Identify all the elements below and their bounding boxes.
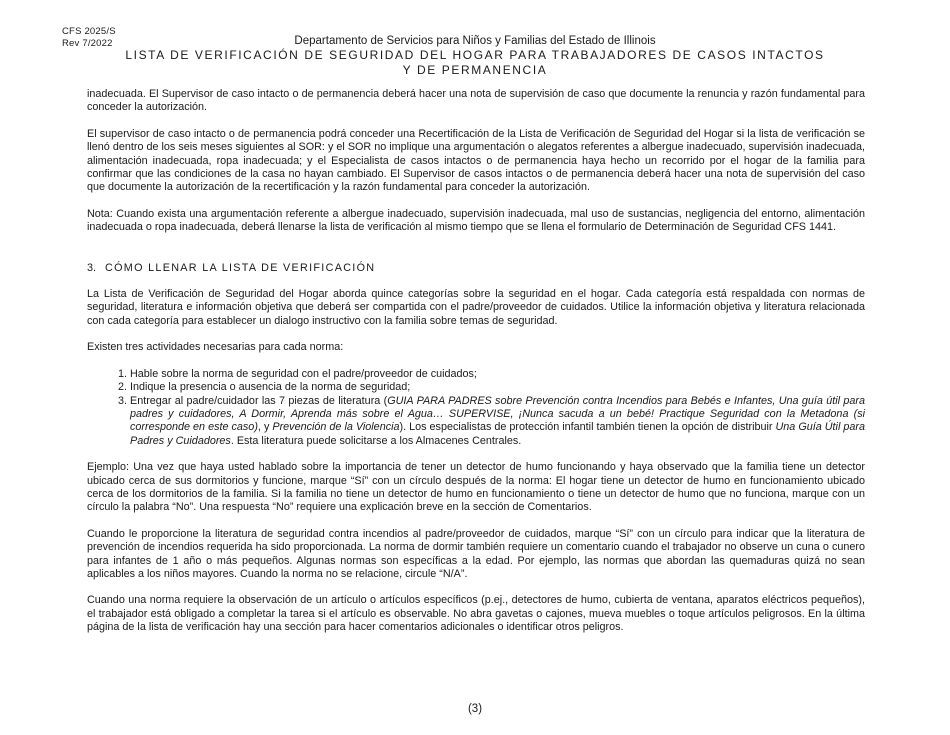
section-heading [87,262,865,275]
paragraph-note: Nota: Cuando exista una argumentación referente a albergue inadecuado, supervisión inadecuada, mal uso de sustancias, negligencia del entorno, alimentación inadecuada o ropa inadecuada, deberá llenarse la lista de verificación al mismo tiempo que se llena el formulario de Determinación de Seguridad CFS 1441. [87,207,865,234]
list-item: 3. Entregar al padre/cuidador las 7 piezas de literatura (GUIA PARA PADRES sobre Prevención contra Incendios para Bebés e Infantes, Una guía útil para padres y cuidadores, A Dormir, Aprenda más sobre el Agua… SUPERVISE, ¡Nunca sacuda a un bebé! Practique Seguridad con la Metadona (si corresponde en este caso), y Prevención de la Violencia). Los especialistas de protección infantil también tienen la opción de distribuir Una Guía Útil para Padres y Cuidadores. Esta literatura puede solicitarse a los Almacenes Centrales. [130,395,865,449]
title-line-2: Y DE PERMANENCIA [402,63,548,77]
literature-title-violence: Prevención de la Violencia [272,421,400,434]
form-id: CFS 2025/S [62,26,116,37]
activities-intro: Existen tres actividades necesarias para cada norma: [87,341,344,354]
section-title: CÓMO LLENAR LA LISTA DE VERIFICACIÓN [105,261,376,274]
paragraph-intro: La Lista de Verificación de Seguridad del Hogar aborda quince categorías sobre la seguridad en el hogar. Cada categoría está respaldada con normas de seguridad, literatura e información objetiva que deberá ser compartida con el padre/proveedor de cuidados. Utilice la información objetiva y literatura relacionada con cada categoría para establecer un dialogo instructivo con la familia sobre temas de seguridad. [87,288,865,327]
list-item: 1. Hable sobre la norma de seguridad con el padre/proveedor de cuidados; [130,368,865,381]
paragraph-waiver: inadecuada. El Supervisor de caso intacto o de permanencia deberá hacer una nota de supervisión de caso que documente la renuncia y razón fundamental para conceder la autorización. [87,88,865,114]
literature-titles: GUIA PARA PADRES sobre Prevención contra Incendios para Bebés e Infantes, Una guía útil para padres y cuidadores, A Dormir, Aprenda más sobre el Agua… SUPERVISE, ¡Nunca sacuda a un bebé! Practique Seguridad con la Metadona (si corresponde en este caso) [130,394,865,434]
paragraph-observation: Cuando una norma requiere la observación de un artículo o artículos específicos (p.ej., detectores de humo, cubierta de ventana, aparatos eléctricos pequeños), el trabajador está obligado a completar la tarea si el artículo es observable. No abra gavetas o cajones, mueva muebles o toque artículos peligrosos. En la última página de la lista de verificación hay una sección para hacer comentarios adicionales o identificar otros peligros. [87,594,865,634]
department-name: Departamento de Servicios para Niños y Familias del Estado de Illinois [294,35,656,47]
document-title [0,48,950,78]
activities-list [87,368,865,448]
form-revision: Rev 7/2022 [62,38,113,49]
paragraph-example: Ejemplo: Una vez que haya usted hablado sobre la importancia de tener un detector de humo funcionando y haya observado que la familia tiene un detector ubicado cerca de sus dormitorios y funcione, marque “Sí” con un círculo después de la norma: El hogar tiene un detector de humo en funcionamiento ubicado cerca de los dormitorios de la familia. Si la familia no tiene un detector de humo en funcionamiento o tiene un detector de humo que no funciona, marque con un círculo la palabra “No”. Una respuesta “No” requiere una explicación breve en la sección de Comentarios. [87,461,865,514]
paragraph-recertification: El supervisor de caso intacto o de permanencia podrá conceder una Recertificación de la Lista de Verificación de Seguridad del Hogar si la lista de verificación se llenó dentro de los seis meses siguientes al SOR: y el SOR no implique una argumentación o alegatos referentes a albergue inadecuado, supervisión inadecuada, alimentación inadecuada, ropa inadecuada; y el Especialista de casos intactos o de permanencia haya hecho un recorrido por el hogar de la familia para confirmar que las condiciones de la casa no hayan cambiado. El Supervisor de casos intactos o de permanencia deberá hacer una nota de supervisión del caso que documente la autorización de la recertificación y la razón fundamental para conceder la autorización. [87,127,865,194]
section-number: 3. [87,261,97,274]
paragraph-fire-literature: Cuando le proporcione la literatura de seguridad contra incendios al padre/proveedor de cuidados, marque “Sí” con un círculo para indicar que la literatura de prevención de incendios requerida ha sido proporcionada. La norma de dormir también requiere un comentario cuando el trabajador no observe un cuna o cunero para infantes de 1 año o más pequeños. Algunas normas son específicas a la edad. Por ejemplo, las normas que abordan las quemaduras quizá no sean aplicables a los niños mayores. Cuando la norma no se relacione, circule “N/A”. [87,527,865,580]
title-line-1: LISTA DE VERIFICACIÓN DE SEGURIDAD DEL HOGAR PARA TRABAJADORES DE CASOS INTACTOS [125,48,825,62]
document-body [87,88,865,635]
list-item: 2. Indique la presencia o ausencia de la norma de seguridad; [130,381,865,394]
literature-title-guide: Una Guía Útil para Padres y Cuidadores [130,421,865,447]
page-number: (3) [467,703,483,715]
